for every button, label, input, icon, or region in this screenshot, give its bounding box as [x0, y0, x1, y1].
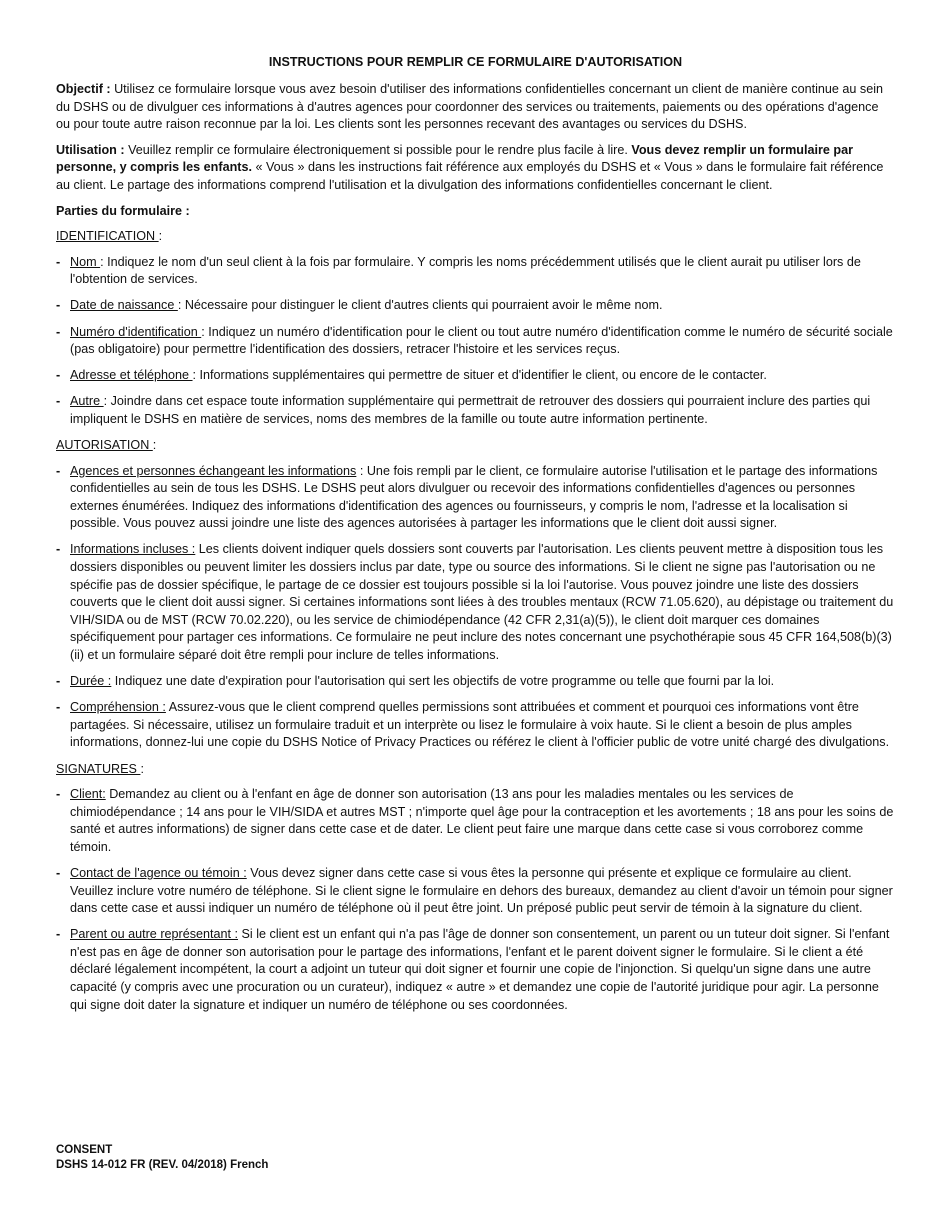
item-text: : Une fois rempli par le client, ce formulaire autorise l'utilisation et le partage des informations confidentielles au sein de tous les DSHS. Le DSHS peut alors divulguer ou recevoir des informations confidentielles d'agences ou personnes externes énumérées. Indiquez des informations d'identification des agences ou fournisseurs, y compris le nom, l'adresse et la localisation si possible. Vous pouvez aussi joindre une liste des agences autorisées à partager les informations que le client doit aussi signer. [70, 463, 878, 531]
identification-heading-colon: : [158, 229, 163, 244]
identification-heading-text: IDENTIFICATION [56, 229, 159, 244]
list-item [56, 324, 895, 359]
signatures-heading [56, 761, 895, 779]
autorisation-heading-text: AUTORISATION [56, 438, 153, 452]
item-term: Client: [70, 787, 106, 802]
list-item [56, 463, 895, 533]
item-term: Contact de l'agence ou témoin : [70, 865, 247, 880]
item-text: : Informations supplémentaires qui permettre de situer et d'identifier le client, ou encore de le contacter. [192, 368, 767, 383]
list-item [56, 254, 895, 289]
footer-consent: CONSENT [56, 1144, 113, 1156]
list-dash: - [56, 787, 61, 802]
item-text: : Nécessaire pour distinguer le client d'autres clients qui pourraient avoir le même nom. [177, 298, 663, 313]
item-text: : Joindre dans cet espace toute information supplémentaire qui permettrait de retrouver des dossiers qui pourraient inclure des parties qui impliquent le DSHS en matière de services, noms des membres de la famille ou toute autre information pertinente. [70, 394, 871, 426]
list-item [56, 673, 895, 691]
utilisation-bold: Vous devez remplir un formulaire par personne, y compris les enfants. [56, 142, 853, 175]
item-text: Assurez-vous que le client comprend quelles permissions sont attribuées et comment et pourquoi ces informations vont être partagées. Si nécessaire, utilisez un formulaire traduit et un interprète ou lisez le formulaire à voix haute. Si le client a besoin de plus amples informations, donnez-lui une copie du DSHS Notice of Privacy Practices ou référez le client à l'officier public de votre unité chargé des divulgations. [70, 700, 890, 750]
list-item [56, 541, 895, 664]
item-text: Vous devez signer dans cette case si vous êtes la personne qui présente et explique ce formulaire au client. Veuillez inclure votre numéro de téléphone. Si le client signe le formulaire en dehors des bureaux, demandez au client d'avoir un témoin pour signer dans cette case et aussi indiquer un numéro de téléphone où il peut être joint. Un préposé public peut servir de témoin à la signature du client. [70, 865, 893, 916]
list-dash: - [56, 324, 61, 339]
form-footer [56, 1143, 268, 1172]
list-item [56, 926, 895, 1014]
list-dash: - [56, 394, 61, 409]
signatures-heading-colon: : [140, 761, 144, 776]
item-text: Les clients doivent indiquer quels dossiers sont couverts par l'autorisation. Les clients peuvent mettre à disposition tous les dossiers disponibles ou peuvent limiter les dossiers inclus par date, type ou source des informations. Si le client ne signe pas l'autorisation ou ne spécifie pas de dossier spécifique, le partage de ce dossier est toujours possible si la loi l'autorise. Vous pouvez joindre une liste des dossiers couverts que le client doit aussi signer. Si certaines informations sont liées à des troubles mentaux (RCW 71.05.620), au dépistage ou traitement du VIH/SIDA ou de MST (RCW 70.02.220), ou les service de chimiodépendance (42 CFR 2,31(a)(5)), le client doit marquer ces domaines spécifiquement pour partager ces informations. Ce formulaire ne peut inclure des notes concernant une psychothérapie sous 45 CFR 164,508(b)(3)(ii) et un formulaire séparé doit être rempli pour inclure de telles informations. [70, 542, 894, 663]
item-term: Agences et personnes échangeant les informations [70, 463, 357, 478]
objectif-paragraph [56, 81, 895, 134]
autorisation-heading [56, 437, 895, 455]
list-dash: - [56, 298, 61, 313]
parties-heading: Parties du formulaire : [56, 203, 190, 218]
identification-heading [56, 228, 895, 246]
list-item [56, 393, 895, 428]
signatures-heading-text: SIGNATURES [56, 761, 141, 776]
utilisation-label: Utilisation : [56, 142, 125, 157]
item-term: Autre [70, 394, 104, 409]
item-term: Date de naissance [70, 298, 178, 313]
item-term: Adresse et téléphone [70, 368, 193, 383]
utilisation-paragraph [56, 142, 895, 195]
autorisation-heading-colon: : [152, 438, 157, 452]
list-dash: - [56, 463, 61, 478]
item-text: Indiquez une date d'expiration pour l'autorisation qui sert les objectifs de votre programme ou telle que fourni par la loi. [111, 674, 775, 689]
item-text: Demandez au client ou à l'enfant en âge de donner son autorisation (13 ans pour les maladies mentales ou les services de chimiodépendance ; 14 ans pour le VIH/SIDA et autres MST ; n'importe quel âge pour la contraception et les avortements ; 18 ans pour les soins de santé et autres informations) de signer dans cette case et de dater. Le client peut faire une marque dans cette case si vous corroborez comme témoin. [70, 787, 894, 854]
list-dash: - [56, 700, 61, 715]
list-item [56, 367, 895, 385]
list-dash: - [56, 368, 61, 383]
list-item [56, 865, 895, 918]
list-item [56, 786, 895, 856]
item-text: Si le client est un enfant qui n'a pas l'âge de donner son consentement, un parent ou un tuteur doit signer. Si l'enfant n'est pas en âge de donner son autorisation pour le partage des informations, l'enfant et le parent doivent signer le formulaire. Si le client a été déclaré légalement incompétent, la court a adjoint un tuteur qui doit signer et fournir une copie de l'injonction. Si quelqu'un signe dans une autre capacité (y compris avec une procuration ou un curateur), indiquez « autre » et demandez une copie de l'autorité juridique pour agir. La personne qui signe doit dater la signature et indiquer un numéro de téléphone ou ses coordonnées. [70, 927, 890, 1012]
item-term: Parent ou autre représentant : [70, 927, 239, 942]
objectif-text: Utilisez ce formulaire lorsque vous avez besoin d'utiliser des informations confidentielles concernant un client de manière continue au sein du DSHS ou de divulguer ces informations à d'autres agences pour coordonner des services ou traitements, paiements ou des opérations d'agence ou pour toute autre raison reconnue par la loi. Les clients sont les personnes recevant des avantages ou services du DSHS. [56, 82, 884, 132]
item-term: Compréhension : [70, 700, 166, 715]
item-term: Nom [70, 254, 101, 269]
list-dash: - [56, 542, 61, 557]
list-dash: - [56, 927, 61, 942]
list-item [56, 699, 895, 752]
list-dash: - [56, 674, 61, 689]
list-dash: - [56, 254, 61, 269]
utilisation-text-1: Veuillez remplir ce formulaire électroniquement si possible pour le rendre plus facile à lire. [124, 142, 632, 157]
list-dash: - [56, 865, 61, 880]
document-title: INSTRUCTIONS POUR REMPLIR CE FORMULAIRE D'AUTORISATION [268, 55, 683, 69]
item-term: Informations incluses : [70, 542, 196, 557]
item-text: : Indiquez le nom d'un seul client à la fois par formulaire. Y compris les noms précédemment utilisés que le client aurait pu utiliser lors de l'obtention de services. [70, 254, 861, 287]
utilisation-text-2: « Vous » dans les instructions fait référence aux employés du DSHS et « Vous » dans le formulaire fait référence au client. Le partage des informations comprend l'utilisation et la divulgation des informations confidentielles concernant le client. [56, 160, 884, 192]
item-text: : Indiquez un numéro d'identification pour le client ou tout autre numéro d'identification comme le numéro de sécurité sociale (pas obligatoire) pour permettre l'identification des dossiers, retracer l'histoire et les services reçus. [70, 324, 893, 357]
list-item [56, 297, 895, 315]
item-term: Durée : [70, 674, 112, 689]
item-term: Numéro d'identification [70, 324, 202, 339]
footer-form-number: DSHS 14-012 FR (REV. 04/2018) French [56, 1158, 269, 1171]
objectif-label: Objectif : [56, 82, 111, 96]
